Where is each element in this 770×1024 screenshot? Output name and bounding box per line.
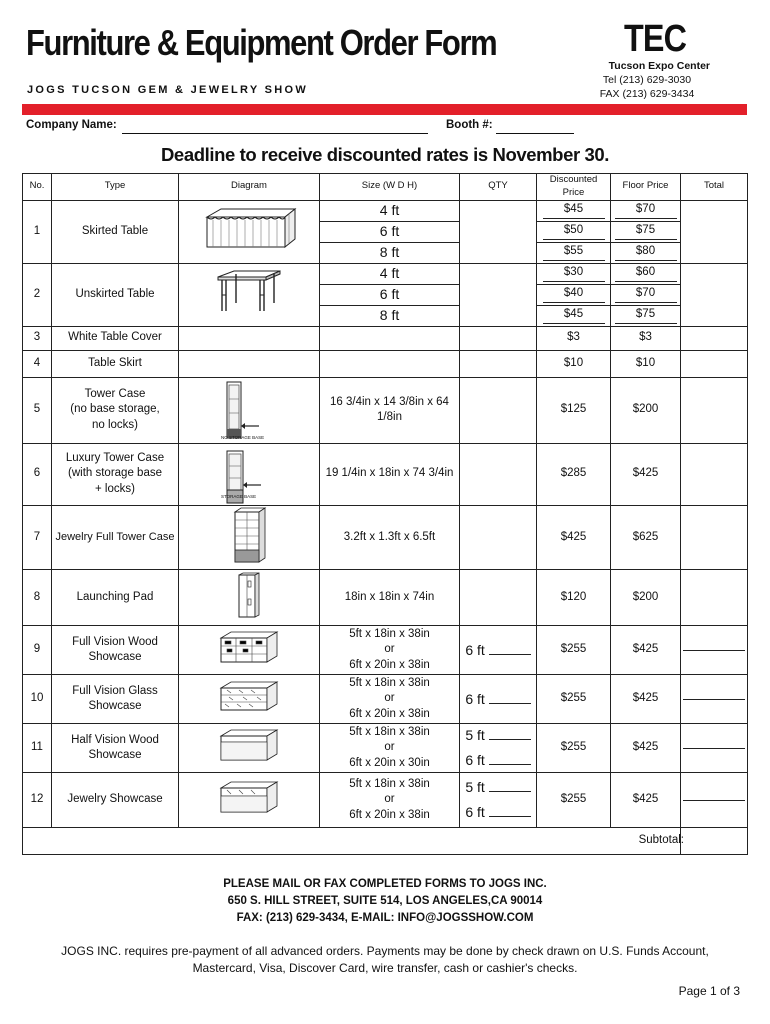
floor-price: $425 [611, 675, 681, 724]
floor-price: $70 [611, 200, 681, 221]
terms-line: Mastercard, Visa, Discover Card, wire transfer, cash or cashier's checks. [192, 961, 578, 975]
item-type: Jewelry Full Tower Case [52, 505, 179, 570]
item-diagram [179, 505, 320, 570]
total-line[interactable] [683, 699, 745, 700]
size [320, 350, 460, 377]
discounted-price: $285 [537, 443, 611, 505]
page-number: Page 1 of 3 [678, 984, 740, 998]
item-diagram [179, 263, 320, 326]
item-type: Luxury Tower Case (with storage base + locks) [52, 443, 179, 505]
item-type: Launching Pad [52, 570, 179, 626]
table-header-row [23, 174, 748, 201]
qty-blank[interactable] [489, 739, 531, 740]
total-cell[interactable] [681, 505, 748, 570]
folding-table-icon [214, 269, 284, 321]
total-cell[interactable] [681, 350, 748, 377]
item-no: 5 [23, 377, 52, 443]
discounted-price: $10 [537, 350, 611, 377]
qty-blank[interactable] [489, 654, 531, 655]
item-type: Full Vision Wood Showcase [52, 626, 179, 675]
col-total: Total [681, 174, 748, 201]
size: 16 3/4in x 14 3/8in x 64 1/8in [320, 377, 460, 443]
size: 4 ft [320, 263, 460, 284]
floor-price: $10 [611, 350, 681, 377]
qty-blank[interactable] [489, 816, 531, 817]
item-diagram [179, 377, 320, 443]
table-row [23, 443, 748, 505]
floor-price: $70 [611, 284, 681, 305]
item-type: Table Skirt [52, 350, 179, 377]
table-row [23, 326, 748, 350]
item-diagram [179, 773, 320, 828]
floor-price: $425 [611, 626, 681, 675]
qty-blank[interactable] [489, 791, 531, 792]
size: 3.2ft x 1.3ft x 6.5ft [320, 505, 460, 570]
show-name: JOGS TUCSON GEM & JEWELRY SHOW [27, 84, 309, 96]
skirted-table-icon [199, 207, 299, 257]
item-type: Jewelry Showcase [52, 773, 179, 828]
total-cell[interactable] [681, 326, 748, 350]
total-line[interactable] [683, 650, 745, 651]
table-row [23, 675, 748, 724]
item-no: 12 [23, 773, 52, 828]
mail-contact: FAX: (213) 629-3434, E-MAIL: INFO@JOGSSHOW.COM [236, 912, 534, 924]
size: 5ft x 18in x 38in or 6ft x 20in x 30in [320, 724, 460, 773]
diagram-note: NO STORAGE BASE [221, 435, 265, 441]
item-type: White Table Cover [52, 326, 179, 350]
subtotal-label: Subtotal: [537, 828, 681, 855]
item-diagram [179, 675, 320, 724]
discounted-price: $50 [537, 221, 611, 242]
qty-cell[interactable]: 6 ft [460, 675, 537, 724]
subtotal-spacer [23, 828, 537, 855]
discounted-price: $3 [537, 326, 611, 350]
item-no: 8 [23, 570, 52, 626]
discounted-price: $45 [537, 305, 611, 326]
venue-tel: Tel (213) 629-3030 [602, 74, 692, 86]
qty-cell[interactable] [460, 377, 537, 443]
item-no: 4 [23, 350, 52, 377]
launching-pad-icon [233, 571, 265, 625]
qty-cell[interactable] [460, 505, 537, 570]
size: 5ft x 18in x 38in or 6ft x 20in x 38in [320, 675, 460, 724]
qty-blank[interactable] [489, 703, 531, 704]
size: 5ft x 18in x 38in or 6ft x 20in x 38in [320, 626, 460, 675]
discounted-price: $120 [537, 570, 611, 626]
table-row [23, 377, 748, 443]
item-diagram [179, 570, 320, 626]
qty-cell[interactable]: 5 ft 6 ft [460, 724, 537, 773]
total-cell[interactable] [681, 724, 748, 773]
item-diagram [179, 350, 320, 377]
floor-price: $200 [611, 570, 681, 626]
item-diagram [179, 626, 320, 675]
item-no: 7 [23, 505, 52, 570]
item-type: Full Vision Glass Showcase [52, 675, 179, 724]
item-no: 6 [23, 443, 52, 505]
full-tower-case-icon [229, 506, 269, 570]
mail-address: 650 S. HILL STREET, SUITE 514, LOS ANGELES,CA 90014 [227, 895, 543, 907]
venue-name: Tucson Expo Center [608, 60, 710, 72]
half-vision-showcase-icon [217, 728, 281, 768]
qty-cell[interactable] [460, 326, 537, 350]
table-row [23, 626, 748, 675]
total-cell[interactable] [681, 626, 748, 675]
table-row [23, 263, 748, 284]
size: 8 ft [320, 305, 460, 326]
qty-cell[interactable] [460, 443, 537, 505]
floor-price: $625 [611, 505, 681, 570]
discounted-price: $55 [537, 242, 611, 263]
venue-fax: FAX (213) 629-3434 [599, 88, 695, 100]
discounted-price: $30 [537, 263, 611, 284]
table-row [23, 773, 748, 828]
size: 18in x 18in x 74in [320, 570, 460, 626]
jewelry-showcase-icon [217, 780, 281, 820]
floor-price: $425 [611, 724, 681, 773]
item-type: Half Vision Wood Showcase [52, 724, 179, 773]
item-diagram [179, 443, 320, 505]
total-line[interactable] [683, 800, 745, 801]
qty-blank[interactable] [489, 764, 531, 765]
item-type: Unskirted Table [52, 263, 179, 326]
size: 5ft x 18in x 38in or 6ft x 20in x 38in [320, 773, 460, 828]
diagram-note: STORAGE BASE [221, 494, 257, 500]
item-diagram [179, 724, 320, 773]
glass-showcase-icon [217, 680, 281, 718]
booth-number-label: Booth #: [446, 119, 493, 131]
item-no: 9 [23, 626, 52, 675]
col-type: Type [52, 174, 179, 201]
total-cell[interactable] [681, 377, 748, 443]
company-name-label: Company Name: [26, 119, 117, 131]
booth-number-field[interactable] [496, 133, 574, 134]
header-divider [22, 104, 747, 115]
item-no: 2 [23, 263, 52, 326]
item-no: 3 [23, 326, 52, 350]
discounted-price: $255 [537, 626, 611, 675]
size: 6 ft [320, 284, 460, 305]
item-diagram [179, 200, 320, 263]
floor-price: $75 [611, 305, 681, 326]
item-no: 11 [23, 724, 52, 773]
floor-price: $425 [611, 773, 681, 828]
table-row [23, 724, 748, 773]
item-no: 1 [23, 200, 52, 263]
item-diagram [179, 326, 320, 350]
col-qty: QTY [460, 174, 537, 201]
item-type: Skirted Table [52, 200, 179, 263]
total-cell[interactable] [681, 263, 748, 326]
floor-price: $80 [611, 242, 681, 263]
floor-price: $3 [611, 326, 681, 350]
discounted-price: $255 [537, 675, 611, 724]
tec-logo: TEC [624, 18, 687, 60]
col-diagram: Diagram [179, 174, 320, 201]
item-no: 10 [23, 675, 52, 724]
size: 4 ft [320, 200, 460, 221]
size: 6 ft [320, 221, 460, 242]
mail-line: PLEASE MAIL OR FAX COMPLETED FORMS TO JOGS INC. [223, 878, 547, 890]
size [320, 326, 460, 350]
total-cell[interactable] [681, 570, 748, 626]
discounted-price: $45 [537, 200, 611, 221]
order-table [22, 173, 748, 855]
col-discounted-price: Discounted Price [537, 174, 611, 201]
discounted-price: $255 [537, 773, 611, 828]
discounted-price: $425 [537, 505, 611, 570]
floor-price: $425 [611, 443, 681, 505]
qty-cell[interactable] [460, 350, 537, 377]
col-floor-price: Floor Price [611, 174, 681, 201]
luxury-tower-case-icon [219, 449, 279, 513]
table-row [23, 570, 748, 626]
discounted-price: $125 [537, 377, 611, 443]
floor-price: $75 [611, 221, 681, 242]
total-cell[interactable] [681, 443, 748, 505]
table-row [23, 505, 748, 570]
discounted-price: $255 [537, 724, 611, 773]
table-row [23, 200, 748, 221]
total-line[interactable] [683, 748, 745, 749]
col-no: No. [23, 174, 52, 201]
size: 19 1/4in x 18in x 74 3/4in [320, 443, 460, 505]
floor-price: $200 [611, 377, 681, 443]
qty-cell[interactable]: 5 ft 6 ft [460, 773, 537, 828]
qty-cell[interactable] [460, 263, 537, 326]
discounted-price: $40 [537, 284, 611, 305]
total-cell[interactable] [681, 675, 748, 724]
payment-terms [30, 943, 740, 977]
col-size: Size (W D H) [320, 174, 460, 201]
total-cell[interactable] [681, 200, 748, 263]
table-row [23, 350, 748, 377]
floor-price: $60 [611, 263, 681, 284]
deadline-notice: Deadline to receive discounted rates is November 30. [160, 144, 610, 165]
company-name-field[interactable] [122, 133, 428, 134]
subtotal-value[interactable] [681, 828, 748, 855]
mail-instructions [0, 876, 770, 927]
subtotal-row [23, 828, 748, 855]
wood-showcase-icon [217, 630, 281, 670]
qty-cell[interactable] [460, 570, 537, 626]
size: 8 ft [320, 242, 460, 263]
qty-cell[interactable]: 6 ft [460, 626, 537, 675]
form-title: Furniture & Equipment Order Form [26, 22, 497, 63]
qty-cell[interactable] [460, 200, 537, 263]
total-cell[interactable] [681, 773, 748, 828]
terms-line: JOGS INC. requires pre-payment of all advanced orders. Payments may be done by check drawn on U.S. Funds Account, [61, 944, 709, 958]
item-type: Tower Case (no base storage, no locks) [52, 377, 179, 443]
